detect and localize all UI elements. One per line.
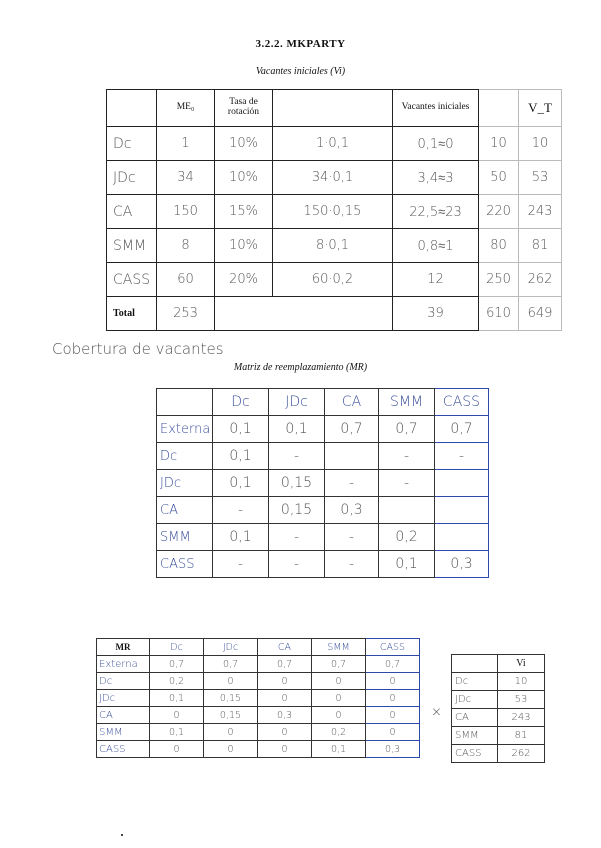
cell: 649 [519, 297, 562, 331]
cell: 0 [366, 690, 420, 707]
table-row [107, 263, 562, 297]
table-header-row [452, 655, 545, 673]
col-header: CA [258, 639, 312, 656]
cell: 0 [312, 707, 366, 724]
cell: 0,7 [435, 416, 489, 443]
row-label: SMM [452, 727, 498, 745]
cell: 8 [157, 229, 215, 263]
cell: 0 [366, 673, 420, 690]
table-row [97, 656, 420, 673]
cell: - [435, 443, 489, 470]
cell: 10% [215, 161, 273, 195]
cell: 10% [215, 229, 273, 263]
cell: 0,2 [150, 673, 204, 690]
cell: 0,3 [366, 741, 420, 758]
table-header-row [157, 389, 489, 416]
table-row [157, 551, 489, 578]
table-row [157, 524, 489, 551]
row-label: CASS [157, 551, 213, 578]
row-label: Externa [157, 416, 213, 443]
cell: 60·0,2 [273, 263, 393, 297]
cell: 0 [150, 707, 204, 724]
table-row [97, 724, 420, 741]
stray-mark [121, 834, 123, 836]
col-header: JDc [204, 639, 258, 656]
header-cell: Tasa de rotación [215, 90, 273, 127]
corner-cell: MR [97, 639, 150, 656]
table-row [157, 470, 489, 497]
total-label: Total [107, 297, 157, 331]
cell: 0,7 [204, 656, 258, 673]
row-label: SMM [157, 524, 213, 551]
cell: - [269, 551, 325, 578]
table-row [452, 691, 545, 709]
table-row [452, 727, 545, 745]
row-label: CA [452, 709, 498, 727]
row-label: JDc [97, 690, 150, 707]
col-header: Dc [150, 639, 204, 656]
col-header: Vi [498, 655, 545, 673]
handwritten-note: Cobertura de vacantes [52, 340, 224, 358]
table-row [157, 416, 489, 443]
row-label: Dc [452, 673, 498, 691]
table-row [97, 707, 420, 724]
table-row [452, 709, 545, 727]
row-label: CA [97, 707, 150, 724]
cell: 1·0,1 [273, 127, 393, 161]
cell: 0,7 [325, 416, 379, 443]
cell: 0 [204, 673, 258, 690]
cell: 0,2 [312, 724, 366, 741]
cell: 150·0,15 [273, 195, 393, 229]
cell: 0,7 [379, 416, 435, 443]
table-row [107, 127, 562, 161]
row-label: SMM [97, 724, 150, 741]
row-label: Dc [157, 443, 213, 470]
row-label: JDc [107, 161, 157, 195]
table-row [157, 497, 489, 524]
header-cell [107, 90, 157, 127]
cell: 80 [479, 229, 519, 263]
table-header-row [107, 90, 562, 127]
cell: 220 [479, 195, 519, 229]
cell: 0,1 [213, 416, 269, 443]
cell: 0,1 [269, 416, 325, 443]
table2-caption: Matriz de reemplazamiento (MR) [233, 362, 368, 373]
cell: 0,15 [204, 707, 258, 724]
vi-vector-table [451, 654, 545, 763]
cell: 20% [215, 263, 273, 297]
cell: 0 [258, 690, 312, 707]
row-label: CA [107, 195, 157, 229]
cell: 0,3 [258, 707, 312, 724]
cell [215, 297, 393, 331]
header-cell: Vacantes iniciales [393, 90, 479, 127]
cell: 0,8≈1 [393, 229, 479, 263]
header-cell [479, 90, 519, 127]
cell: - [325, 524, 379, 551]
cell: - [379, 443, 435, 470]
cell [379, 497, 435, 524]
col-header: CASS [366, 639, 420, 656]
corner-cell [157, 389, 213, 416]
cell: 0,15 [269, 470, 325, 497]
cell: 0 [258, 741, 312, 758]
cell: 150 [157, 195, 215, 229]
cell: 262 [498, 745, 545, 763]
cell: 0 [204, 724, 258, 741]
cell: - [325, 551, 379, 578]
table-header-row [97, 639, 420, 656]
cell: 0,7 [258, 656, 312, 673]
header-cell [273, 90, 393, 127]
cell: 10 [479, 127, 519, 161]
header-cell: ME₀ [157, 90, 215, 127]
col-header: SMM [379, 389, 435, 416]
cell: - [379, 470, 435, 497]
cell: 0 [312, 690, 366, 707]
cell: 0,3 [325, 497, 379, 524]
cell: 0 [366, 724, 420, 741]
cell: 34 [157, 161, 215, 195]
cell: 10 [498, 673, 545, 691]
cell: 0 [312, 673, 366, 690]
row-label: Externa [97, 656, 150, 673]
cell: 0,7 [366, 656, 420, 673]
cell: 262 [519, 263, 562, 297]
cell: 53 [519, 161, 562, 195]
cell [435, 524, 489, 551]
table-row [97, 690, 420, 707]
cell: 39 [393, 297, 479, 331]
cell [435, 470, 489, 497]
cell: 0,15 [204, 690, 258, 707]
cell: - [269, 524, 325, 551]
table-row [107, 161, 562, 195]
col-header: CASS [435, 389, 489, 416]
cell: 3,4≈3 [393, 161, 479, 195]
row-label: CASS [452, 745, 498, 763]
cell: 243 [498, 709, 545, 727]
cell: - [213, 497, 269, 524]
cell: 250 [479, 263, 519, 297]
cell: 0 [366, 707, 420, 724]
table-row [157, 443, 489, 470]
cell: 1 [157, 127, 215, 161]
mr-matrix-table [96, 638, 420, 758]
cell: 0,1 [213, 470, 269, 497]
cell: 22,5≈23 [393, 195, 479, 229]
cell: 253 [157, 297, 215, 331]
multiply-sign: × [431, 705, 442, 720]
table-row [452, 745, 545, 763]
cell: 0,1 [213, 443, 269, 470]
cell: 0,7 [150, 656, 204, 673]
cell: 0 [258, 673, 312, 690]
cell: 81 [519, 229, 562, 263]
corner-cell [452, 655, 498, 673]
cell: - [325, 470, 379, 497]
cell: 0,7 [312, 656, 366, 673]
cell: 243 [519, 195, 562, 229]
cell: 10 [519, 127, 562, 161]
col-header: JDc [269, 389, 325, 416]
cell: 0,1 [150, 690, 204, 707]
cell: 0,1 [213, 524, 269, 551]
cell: 0 [204, 741, 258, 758]
col-header: SMM [312, 639, 366, 656]
replacement-matrix-table [156, 388, 489, 578]
row-label: Dc [107, 127, 157, 161]
row-label: Dc [97, 673, 150, 690]
table-row [107, 229, 562, 263]
row-label: JDc [157, 470, 213, 497]
cell: 60 [157, 263, 215, 297]
cell: 0,1 [312, 741, 366, 758]
cell: 0 [258, 724, 312, 741]
col-header: CA [325, 389, 379, 416]
cell: 0,1≈0 [393, 127, 479, 161]
cell: 8·0,1 [273, 229, 393, 263]
table-row [452, 673, 545, 691]
cell: 53 [498, 691, 545, 709]
section-title: 3.2.2. MKPARTY [255, 38, 346, 50]
cell: 81 [498, 727, 545, 745]
cell: 10% [215, 127, 273, 161]
row-label: CA [157, 497, 213, 524]
cell: 50 [479, 161, 519, 195]
table-row [97, 741, 420, 758]
row-label: CASS [97, 741, 150, 758]
table-row [97, 673, 420, 690]
cell: 15% [215, 195, 273, 229]
cell [325, 443, 379, 470]
cell: 34·0,1 [273, 161, 393, 195]
cell: - [269, 443, 325, 470]
cell: 0,3 [435, 551, 489, 578]
cell: 0,15 [269, 497, 325, 524]
row-label: CASS [107, 263, 157, 297]
row-label: JDc [452, 691, 498, 709]
cell: - [213, 551, 269, 578]
cell: 0,1 [379, 551, 435, 578]
cell: 0 [150, 741, 204, 758]
col-header: Dc [213, 389, 269, 416]
cell: 12 [393, 263, 479, 297]
row-label: SMM [107, 229, 157, 263]
total-row [107, 297, 562, 331]
header-cell: V_T [519, 90, 562, 127]
vacantes-table [106, 89, 562, 331]
table-row [107, 195, 562, 229]
table1-caption: Vacantes iniciales (Vi) [255, 66, 346, 77]
cell [435, 497, 489, 524]
cell: 0,2 [379, 524, 435, 551]
cell: 610 [479, 297, 519, 331]
cell: 0,1 [150, 724, 204, 741]
